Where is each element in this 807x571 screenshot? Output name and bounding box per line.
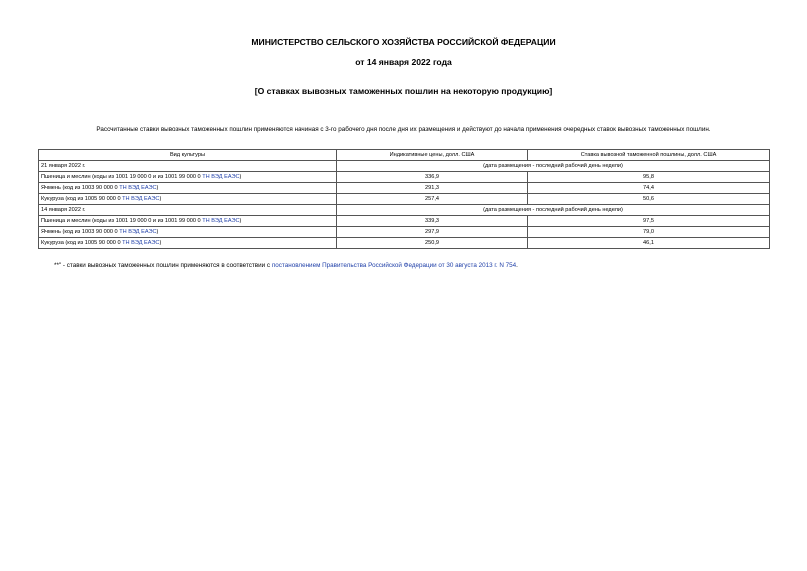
crop-cell: Пшеница и меслин (коды из 1001 19 000 0 и из 1001 99 000 0 ТН ВЭД ЕАЭС) [39, 172, 337, 183]
group-date: 21 января 2022 г. [39, 161, 337, 172]
rate-cell: 97,5 [528, 216, 770, 227]
group-note: (дата размещения - последний рабочий день недели) [337, 205, 770, 216]
crop-name: Ячмень (код из 1003 90 000 0 [41, 185, 120, 191]
price-cell: 257,4 [337, 194, 528, 205]
crop-name: Кукуруза (код из 1005 90 000 0 [41, 196, 123, 202]
crop-name: Кукуруза (код из 1005 90 000 0 [41, 240, 123, 246]
tn-ved-link[interactable]: ТН ВЭД ЕАЭС [122, 196, 160, 202]
intro-paragraph: Рассчитанные ставки вывозных таможенных пошлин применяются начиная с 3-го рабочего дня после дня их размещения и действуют до начала применения очередных ставок вывозных таможенных пошлин. [96, 126, 711, 133]
table-row [39, 238, 770, 249]
document-date: от 14 января 2022 года [355, 57, 452, 67]
tn-ved-link[interactable]: ТН ВЭД ЕАЭС [202, 174, 240, 180]
footnote-end: . [516, 262, 518, 269]
crop-name: Пшеница и меслин (коды из 1001 19 000 0 и из 1001 99 000 0 [41, 218, 203, 224]
rate-cell: 79,0 [528, 227, 770, 238]
table-row [39, 216, 770, 227]
rate-cell: 74,4 [528, 183, 770, 194]
document-subject: [О ставках вывозных таможенных пошлин на некоторую продукцию] [254, 86, 553, 96]
tn-ved-link[interactable]: ТН ВЭД ЕАЭС [119, 185, 157, 191]
duty-rates-table [38, 149, 770, 249]
price-cell: 250,9 [337, 238, 528, 249]
rate-cell: 50,6 [528, 194, 770, 205]
government-decree-link[interactable]: постановлением Правительства Российской Федерации от 30 августа 2013 г. N 754 [271, 262, 517, 269]
ministry-heading: МИНИСТЕРСТВО СЕЛЬСКОГО ХОЗЯЙСТВА РОССИЙСКОЙ ФЕДЕРАЦИИ [251, 37, 556, 47]
crop-name: Ячмень (код из 1003 90 000 0 [41, 229, 120, 235]
column-header-rate: Ставка вывозной таможенной пошлины, долл. США [528, 150, 770, 161]
footnote-text: **" - ставки вывозных таможенных пошлин применяются в соответствии с [54, 262, 272, 269]
column-header-crop: Вид культуры [39, 150, 337, 161]
tn-ved-link[interactable]: ТН ВЭД ЕАЭС [122, 240, 160, 246]
rate-cell: 46,1 [528, 238, 770, 249]
group-date: 14 января 2022 г. [39, 205, 337, 216]
price-cell: 339,3 [337, 216, 528, 227]
tn-ved-link[interactable]: ТН ВЭД ЕАЭС [202, 218, 240, 224]
group-date-row [39, 205, 770, 216]
crop-cell: Ячмень (код из 1003 90 000 0 ТН ВЭД ЕАЭС) [39, 183, 337, 194]
footnote [54, 262, 518, 269]
tn-ved-link[interactable]: ТН ВЭД ЕАЭС [119, 229, 157, 235]
rate-cell: 95,8 [528, 172, 770, 183]
price-cell: 297,9 [337, 227, 528, 238]
crop-name: Пшеница и меслин (коды из 1001 19 000 0 и из 1001 99 000 0 [41, 174, 203, 180]
table-header-row [39, 150, 770, 161]
group-note: (дата размещения - последний рабочий день недели) [337, 161, 770, 172]
table-row [39, 227, 770, 238]
price-cell: 336,9 [337, 172, 528, 183]
crop-cell: Кукуруза (код из 1005 90 000 0 ТН ВЭД ЕАЭС) [39, 238, 337, 249]
crop-cell: Пшеница и меслин (коды из 1001 19 000 0 и из 1001 99 000 0 ТН ВЭД ЕАЭС) [39, 216, 337, 227]
price-cell: 291,3 [337, 183, 528, 194]
table-row [39, 194, 770, 205]
crop-cell: Ячмень (код из 1003 90 000 0 ТН ВЭД ЕАЭС) [39, 227, 337, 238]
crop-cell: Кукуруза (код из 1005 90 000 0 ТН ВЭД ЕАЭС) [39, 194, 337, 205]
column-header-price: Индикативные цены, долл. США [337, 150, 528, 161]
table-row [39, 172, 770, 183]
table-row [39, 183, 770, 194]
group-date-row [39, 161, 770, 172]
